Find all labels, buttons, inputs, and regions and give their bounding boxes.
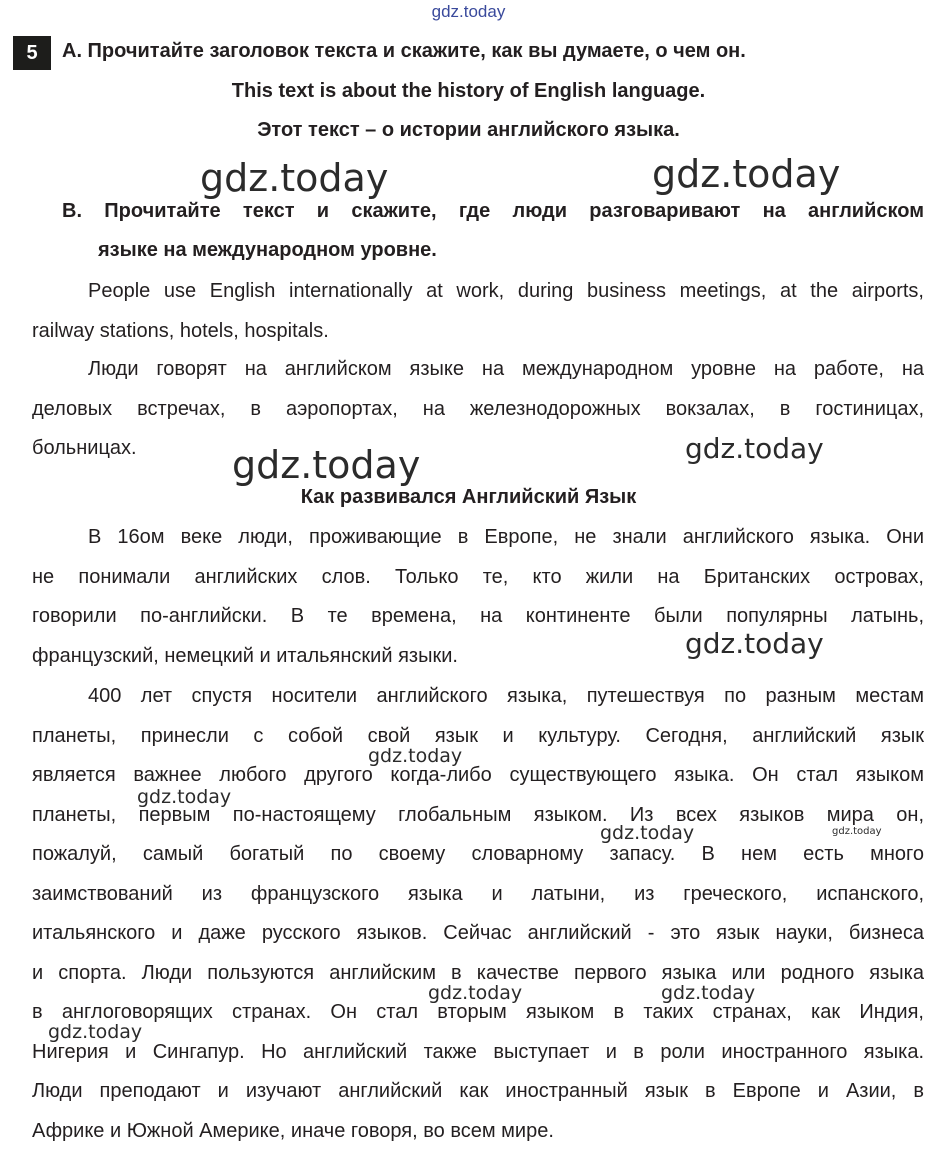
watermark: gdz.today — [661, 982, 756, 1004]
text-line: планеты, принесли с собой свой язык и культуру. Сегодня, английский язык — [32, 724, 924, 747]
watermark: gdz.today — [832, 826, 882, 837]
watermark: gdz.today — [600, 822, 695, 844]
text-line: Нигерия и Сингапур. Но английский также выступает и в роли иностранного языка. — [32, 1040, 924, 1063]
text-line: Люди преподают и изучают английский как иностранный язык в Европе и Азии, в — [32, 1080, 924, 1102]
part-a-answer-en: This text is about the history of English language. — [231, 80, 706, 102]
exercise-number-badge: 5 — [13, 36, 51, 70]
text-line: не понимали английских слов. Только те, кто жили на Британских островах, — [32, 565, 924, 588]
part-a-prompt: A. Прочитайте заголовок текста и скажите, как вы думаете, о чем он. — [62, 40, 746, 62]
text-line: railway stations, hotels, hospitals. — [32, 319, 329, 342]
text-line: Люди говорят на английском языке на международном уровне на работе, на — [88, 358, 924, 380]
watermark: gdz.today — [48, 1021, 143, 1043]
watermark: gdz.today — [368, 745, 463, 767]
text-line: Африке и Южной Америке, иначе говоря, во всем мире. — [32, 1119, 554, 1142]
watermark: gdz.today — [200, 156, 389, 200]
paragraph-2 — [32, 677, 924, 1151]
part-b-prompt-line1: B. Прочитайте текст и скажите, где люди разговаривают на английском — [62, 200, 924, 222]
text-line: французский, немецкий и итальянский языки. — [32, 644, 458, 667]
site-watermark-header: gdz.today — [431, 2, 506, 21]
text-line: в англоговорящих странах. Он стал вторым языком в таких странах, как Индия, — [32, 1001, 924, 1023]
part-b-answer-en — [32, 272, 924, 351]
text-line: деловых встречах, в аэропортах, на железнодорожных вокзалах, в гостиницах, — [32, 397, 924, 420]
text-title: Как развивался Английский Язык — [300, 486, 637, 508]
part-b-prompt-line2: языке на международном уровне. — [98, 239, 437, 261]
text-line: 400 лет спустя носители английского языка, путешествуя по разным местам — [88, 685, 924, 707]
part-a-answer-ru: Этот текст – о истории английского языка. — [257, 119, 680, 141]
watermark: gdz.today — [652, 152, 841, 196]
watermark: gdz.today — [428, 982, 523, 1004]
text-line: больницах. — [32, 437, 137, 459]
text-line: говорили по-английски. В те времена, на континенте были популярны латынь, — [32, 605, 924, 627]
text-line: People use English internationally at work, during business meetings, at the airports, — [88, 280, 924, 302]
text-line: является важнее любого другого когда-либо существующего языка. Он стал языком — [32, 764, 924, 786]
text-line: итальянского и даже русского языков. Сейчас английский - это язык науки, бизнеса — [32, 922, 924, 944]
text-line: и спорта. Люди пользуются английским в качестве первого языка или родного языка — [32, 961, 924, 984]
text-line: заимствований из французского языка и латыни, из греческого, испанского, — [32, 882, 924, 905]
text-line: планеты, первым по-настоящему глобальным языком. Из всех языков мира он, — [32, 803, 924, 826]
text-line: В 16ом веке люди, проживающие в Европе, не знали английского языка. Они — [88, 526, 924, 548]
watermark: gdz.today — [685, 432, 824, 465]
watermark: gdz.today — [232, 443, 421, 487]
watermark: gdz.today — [685, 627, 824, 660]
text-line: пожалуй, самый богатый по своему словарному запасу. В нем есть много — [32, 843, 924, 865]
watermark: gdz.today — [137, 786, 232, 808]
